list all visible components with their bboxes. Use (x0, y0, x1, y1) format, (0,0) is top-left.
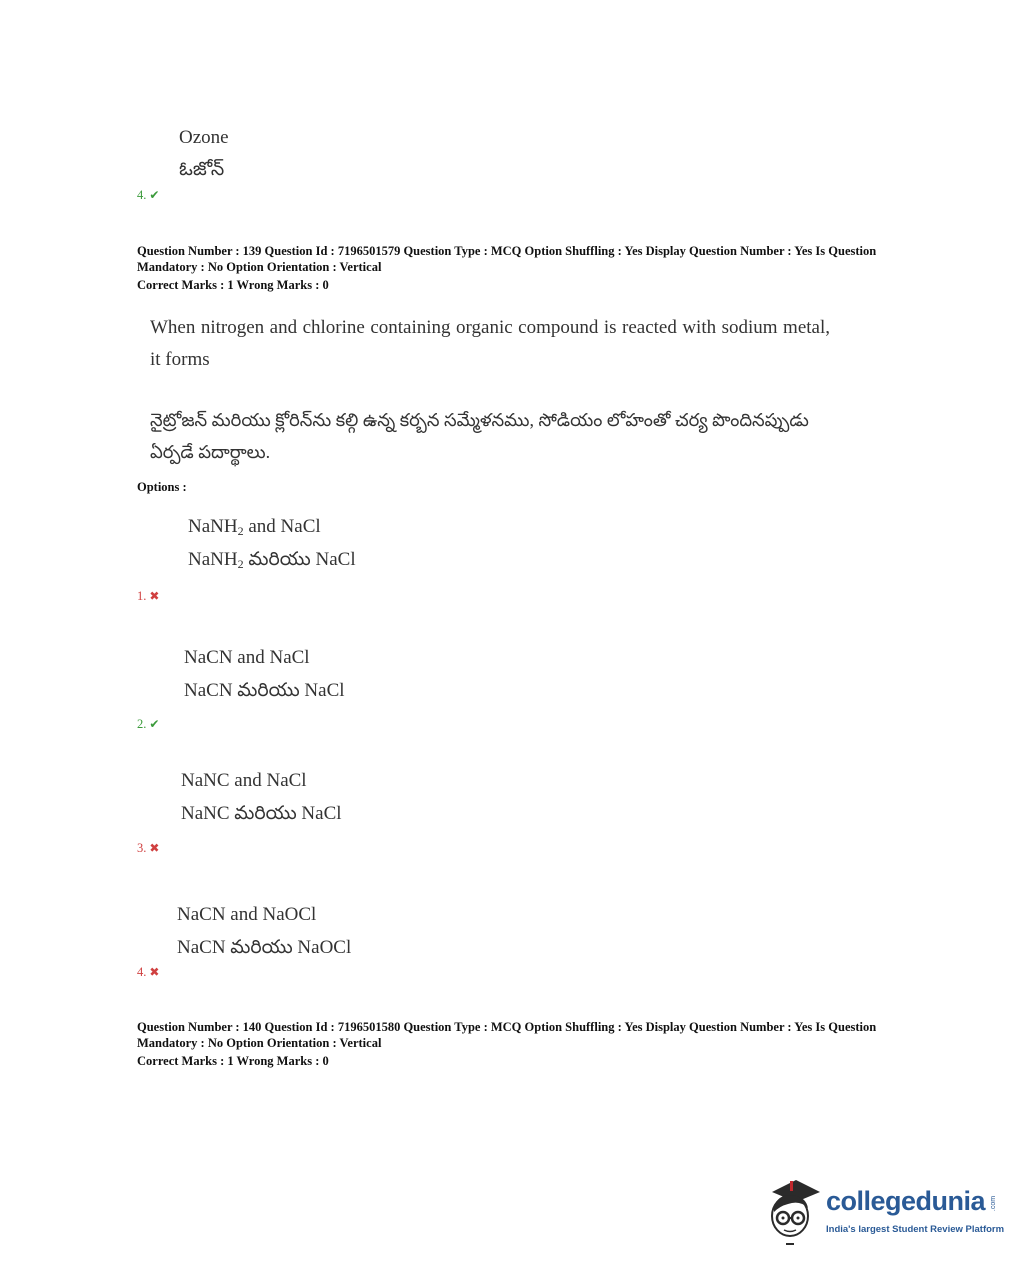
q140-metadata (137, 1019, 917, 1069)
check-icon: ✔ (149, 717, 160, 731)
option-4-number (137, 965, 159, 980)
cross-icon: ✖ (149, 589, 160, 603)
option-number: 4. (137, 188, 147, 202)
logo-dotcom: .com (990, 1195, 998, 1212)
option-4-english: NaCN and NaOCl (177, 904, 317, 925)
prev-option-4-number (137, 188, 159, 203)
q139-text-english: When nitrogen and chlorine containing organic compound is reacted with sodium metal, it forms (150, 317, 830, 370)
option-2-number (137, 717, 159, 732)
collegedunia-logo[interactable] (766, 1178, 1005, 1248)
logo-tagline: India's largest Student Review Platform (826, 1224, 1005, 1235)
option-number: 2. (137, 717, 147, 731)
option-4-telugu: NaCN మరియు NaOCl (177, 937, 352, 958)
cross-icon: ✖ (149, 841, 160, 855)
q139-meta-line-2: Mandatory : No Option Orientation : Vertical (137, 260, 382, 274)
logo-wordmark: collegedunia (826, 1186, 986, 1216)
cross-icon: ✖ (149, 965, 160, 979)
option-1-number (137, 589, 159, 604)
option-2-telugu: NaCN మరియు NaCl (184, 680, 345, 701)
options-label: Options : (137, 480, 187, 494)
option-2-english: NaCN and NaCl (184, 647, 310, 668)
q140-meta-line-1: Question Number : 140 Question Id : 7196501580 Question Type : MCQ Option Shuffling : Yes Display Question Number : Yes Is Question (137, 1020, 877, 1034)
q140-meta-line-2: Mandatory : No Option Orientation : Vertical (137, 1036, 382, 1050)
check-icon: ✔ (149, 188, 160, 202)
q140-meta-line-3: Correct Marks : 1 Wrong Marks : 0 (137, 1054, 329, 1068)
option-number: 1. (137, 589, 147, 603)
option-number: 3. (137, 841, 147, 855)
q139-metadata (137, 243, 917, 293)
q139-meta-line-3: Correct Marks : 1 Wrong Marks : 0 (137, 278, 329, 292)
prev-option-4-telugu: ఓజోన్ (179, 159, 225, 180)
option-1-english: NaNH$_2$ and NaCl (188, 516, 321, 538)
student-mascot-icon (766, 1178, 826, 1248)
option-3-english: NaNC and NaCl (181, 770, 307, 791)
option-number: 4. (137, 965, 147, 979)
option-3-number (137, 841, 159, 856)
prev-option-4-english: Ozone (179, 127, 229, 148)
q139-text-telugu: నైట్రోజన్ మరియు క్లోరిన్‌ను కల్గి ఉన్న కర్బన సమ్మేళనము, సోడియం లోహంతో చర్య పొందినప్పుడు ఏర్పడే పదార్థాలు. (150, 410, 809, 462)
q139-meta-line-1: Question Number : 139 Question Id : 7196501579 Question Type : MCQ Option Shuffling : Yes Display Question Number : Yes Is Question (137, 244, 877, 258)
option-3-telugu: NaNC మరియు NaCl (181, 803, 342, 824)
option-1-telugu: NaNH$_2$ మరియు NaCl (188, 549, 356, 571)
